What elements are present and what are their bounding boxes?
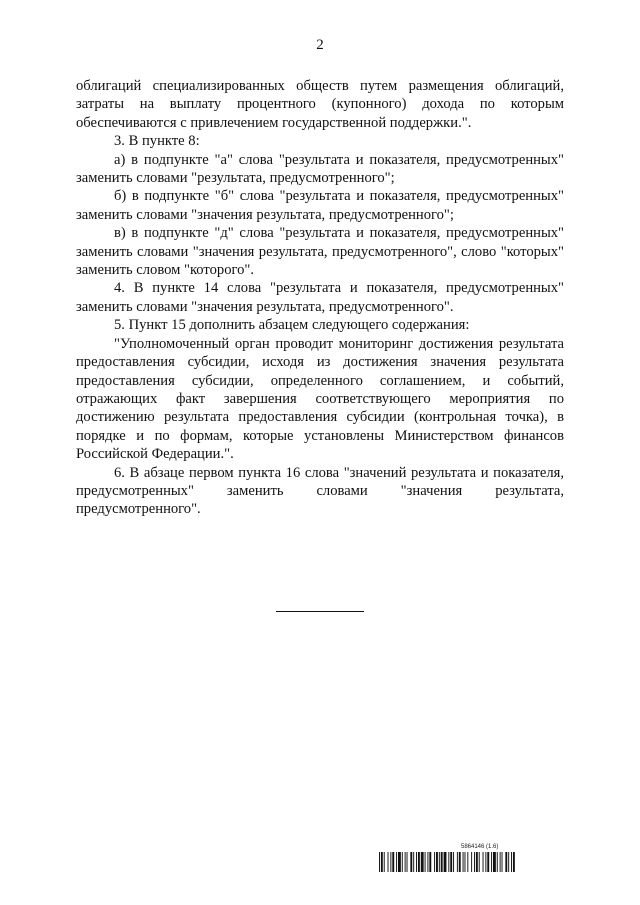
paragraph-item-5-quote: "Уполномоченный орган проводит мониторинг достижения результата предоставления субсидии, исходя из достижения значения результата предоставления субсидии, определенного соглашением, и событий, отражающих факт завершения соответствующего мероприятия по достижению результата предоставления субсидии (контрольная точка), в порядке и по формам, которые установлены Министерством финансов Российской Федерации.". [76,335,564,463]
paragraph-item-4: 4. В пункте 14 слова "результата и показателя, предусмотренных" заменить словами "значения результата, предусмотренного". [76,280,564,315]
paragraph-continuation: облигаций специализированных обществ путем размещения облигаций, затраты на выплату процентного (купонного) дохода по которым обеспечиваются с привлечением государственной поддержки.". [76,78,564,131]
page-number: 2 [316,37,324,53]
end-separator-line [276,611,364,612]
paragraph-item-6: 6. В абзаце первом пункта 16 слова "значений результата и показателя, предусмотренных" заменить словами "значения результата, предусмотренного". [76,464,564,518]
barcode-caption: 5864146 (1.6) [461,844,499,850]
paragraph-item-5: 5. Пункт 15 дополнить абзацем следующего содержания: [114,317,470,334]
paragraph-item-3b: б) в подпункте "б" слова "результата и показателя, предусмотренных" заменить словами "значения результата, предусмотренного"; [76,188,564,223]
barcode-icon [379,852,567,872]
paragraph-item-3v: в) в подпункте "д" слова "результата и показателя, предусмотренных" заменить словами "значения результата, предусмотренного", слово "которых" заменить словом "которого". [76,225,564,279]
document-body [76,77,564,519]
document-barcode-block [379,843,567,872]
paragraph-item-3a: а) в подпункте "а" слова "результата и показателя, предусмотренных" заменить словами "результата, предусмотренного"; [76,151,564,187]
paragraph-item-3: 3. В пункте 8: [114,133,200,150]
